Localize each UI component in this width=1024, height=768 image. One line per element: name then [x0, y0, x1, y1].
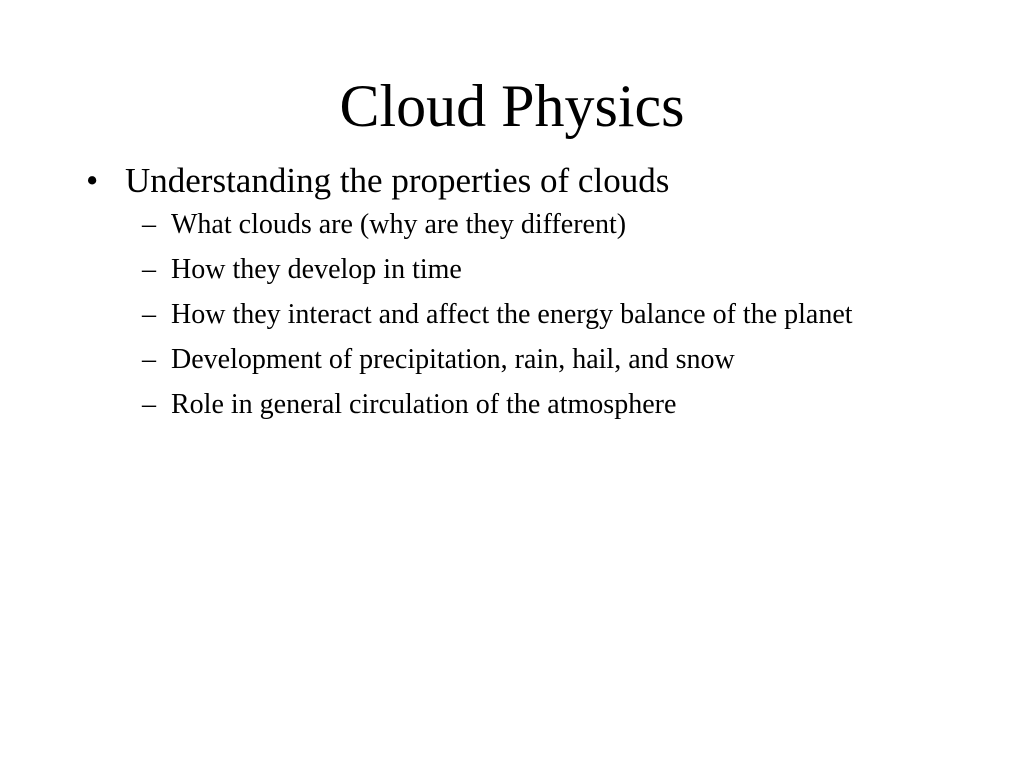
dash-marker: – — [142, 389, 156, 420]
bullet-marker: • — [86, 161, 99, 200]
sub-bullet-text: Development of precipitation, rain, hail, and snow — [171, 344, 735, 375]
dash-marker: – — [142, 344, 156, 375]
bullet-item — [86, 160, 932, 202]
dash-marker: – — [142, 254, 156, 285]
bullet-text: Understanding the properties of clouds — [125, 161, 670, 200]
sub-bullet-item — [112, 208, 932, 242]
sub-bullet-item — [112, 298, 932, 332]
sub-bullet-item — [112, 388, 932, 422]
sub-bullet-list — [112, 208, 932, 422]
slide-content — [86, 160, 932, 433]
sub-bullet-text: How they interact and affect the energy balance of the planet — [171, 299, 853, 330]
sub-bullet-text: How they develop in time — [171, 254, 462, 285]
sub-bullet-text: Role in general circulation of the atmosphere — [171, 389, 677, 420]
dash-marker: – — [142, 209, 156, 240]
dash-marker: – — [142, 299, 156, 330]
sub-bullet-text: What clouds are (why are they different) — [171, 209, 627, 240]
sub-bullet-item — [112, 343, 932, 377]
sub-bullet-item — [112, 253, 932, 287]
slide-title: Cloud Physics — [339, 73, 685, 139]
